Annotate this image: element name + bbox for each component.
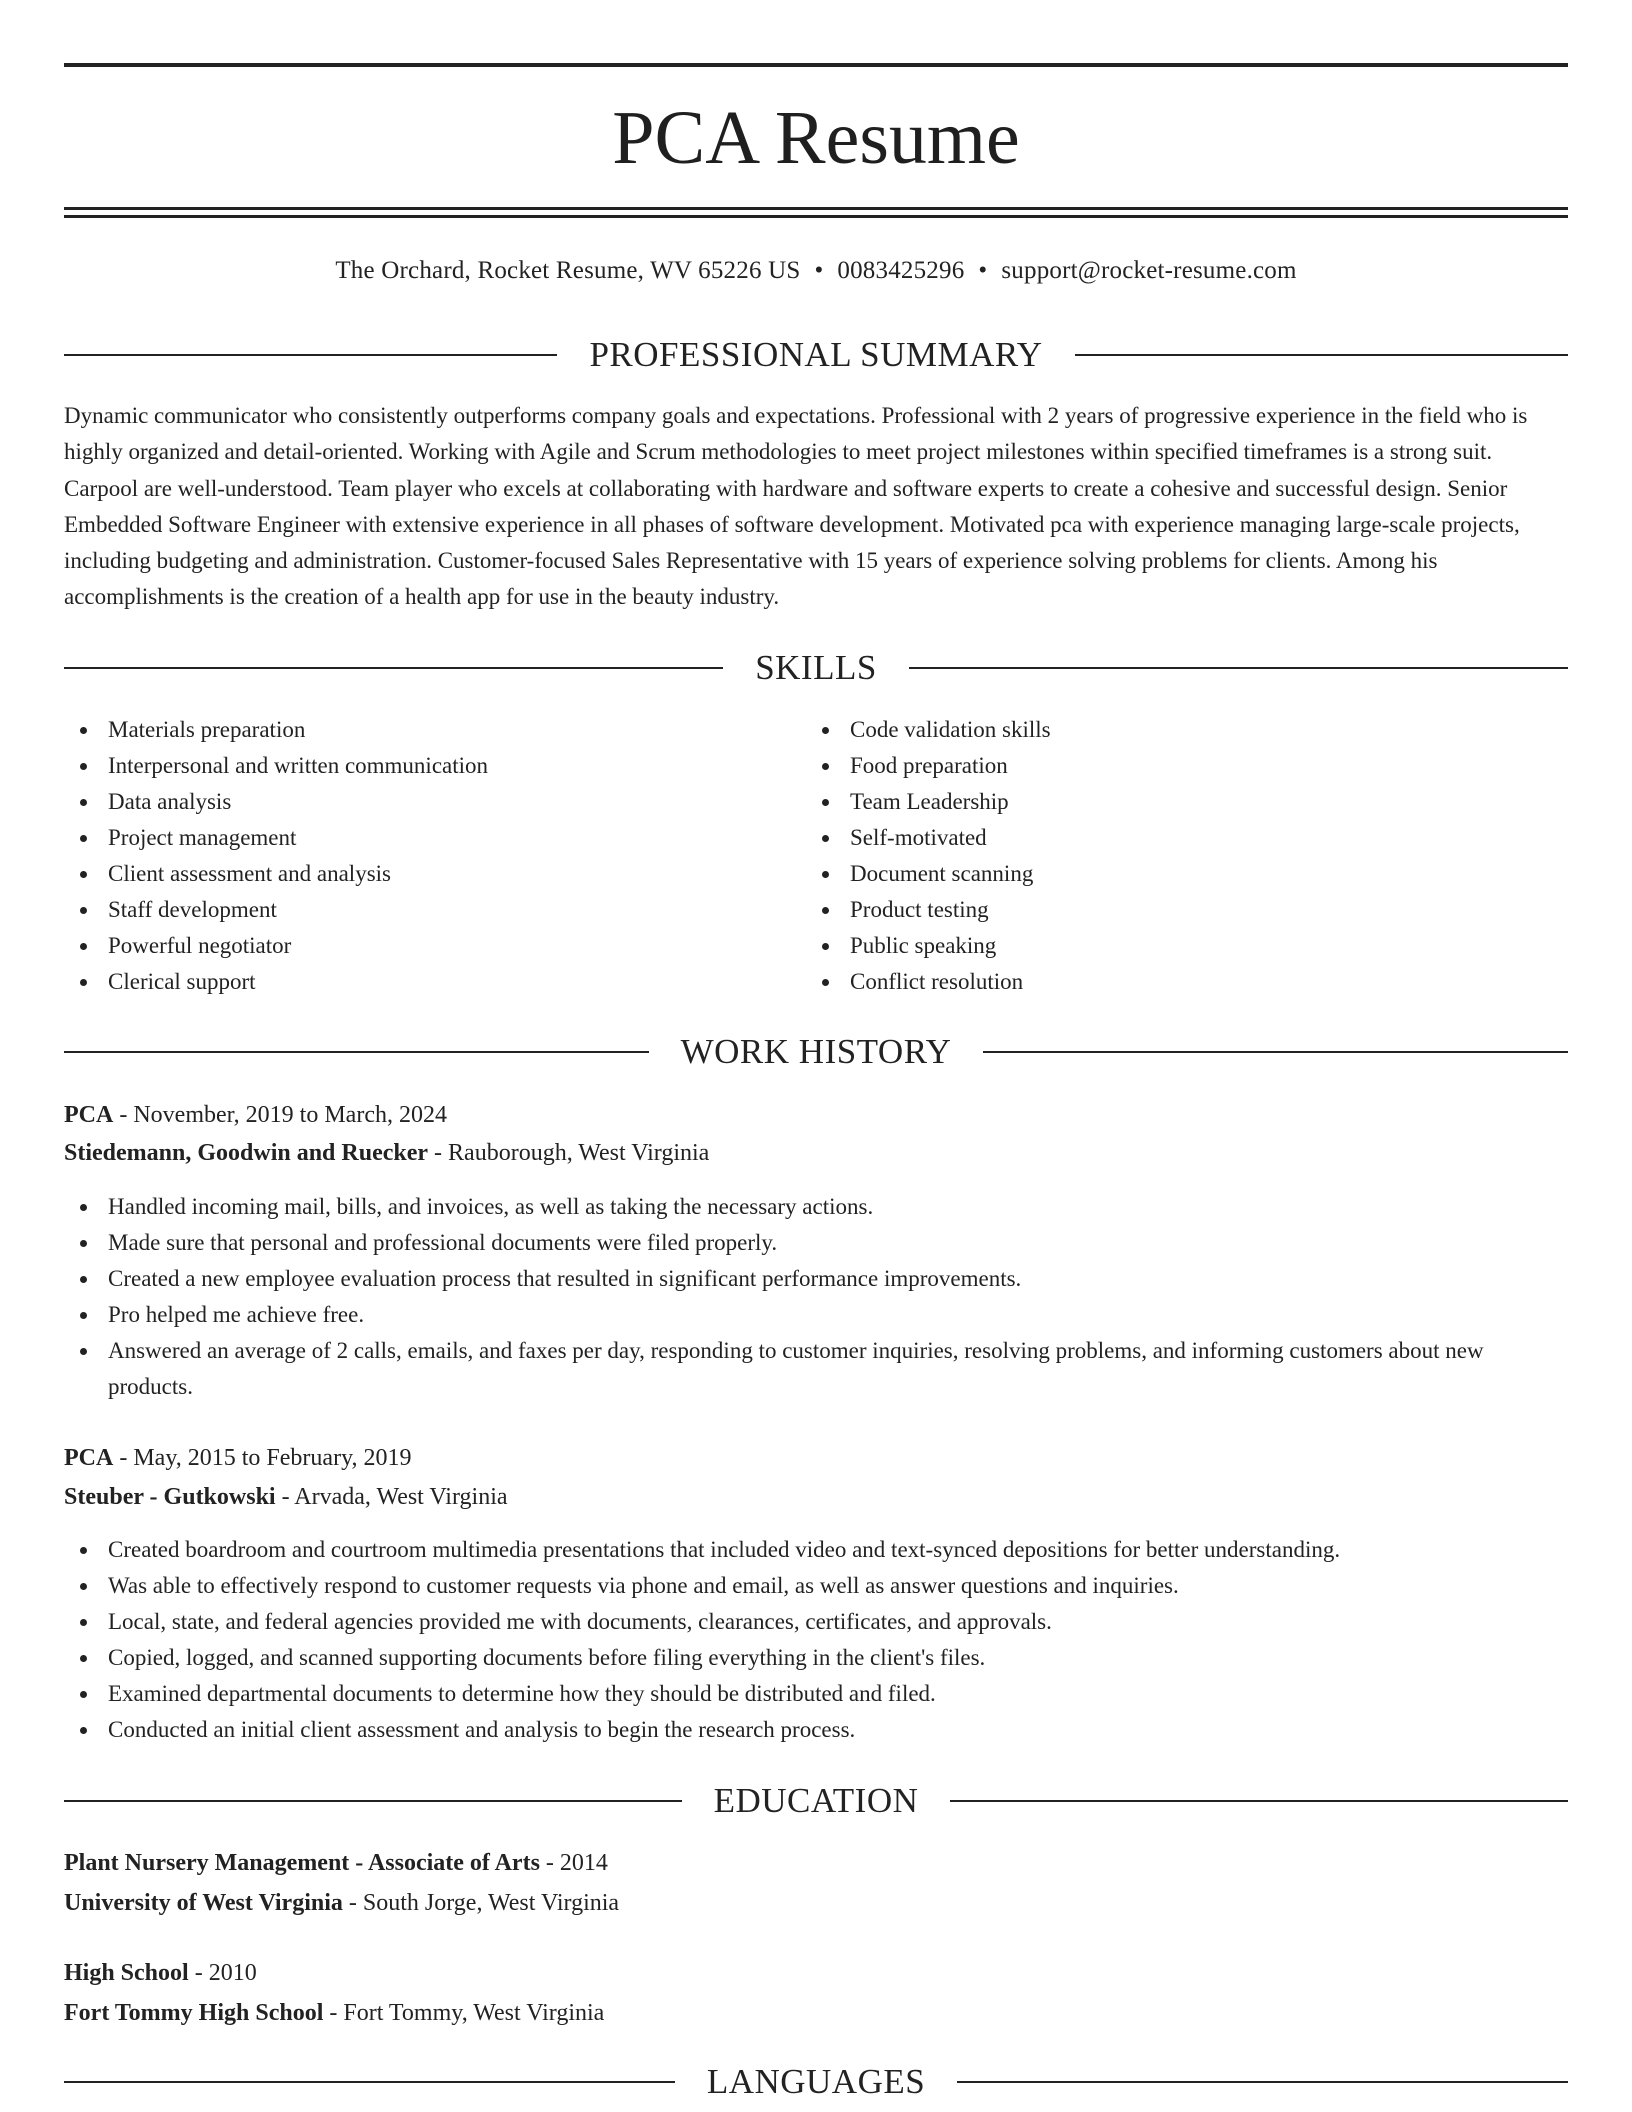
- education-school: University of West Virginia: [64, 1890, 343, 1916]
- skill-item: Team Leadership: [806, 784, 1506, 820]
- skill-item: Staff development: [64, 892, 764, 928]
- job-title-line: [64, 1097, 1568, 1133]
- dash: -: [275, 1484, 295, 1510]
- skill-item: Conflict resolution: [806, 964, 1506, 1000]
- skill-item: Project management: [64, 820, 764, 856]
- education-location: Fort Tommy, West Virginia: [343, 2000, 605, 2026]
- skills-list-right: [806, 712, 1506, 1000]
- skill-item: Code validation skills: [806, 712, 1506, 748]
- section-header-education: [64, 1779, 1568, 1823]
- job-bullet: Answered an average of 2 calls, emails, and faxes per day, responding to customer inquiries, resolving problems, and informing customers about new products.: [64, 1333, 1568, 1405]
- job-bullet: Created a new employee evaluation process that resulted in significant performance improvements.: [64, 1261, 1568, 1297]
- job-company-line: [64, 1135, 1568, 1171]
- job-bullet: Made sure that personal and professional documents were filed properly.: [64, 1225, 1568, 1261]
- job-bullet: Local, state, and federal agencies provided me with documents, clearances, certificates, and approvals.: [64, 1604, 1568, 1640]
- job-location: Rauborough, West Virginia: [448, 1140, 710, 1166]
- skills-list-left: [64, 712, 764, 1000]
- section-rule: [64, 1051, 649, 1053]
- job-bullet: Conducted an initial client assessment and analysis to begin the research process.: [64, 1712, 1568, 1748]
- education-school: Fort Tommy High School: [64, 2000, 324, 2026]
- section-header-work: [64, 1030, 1568, 1074]
- dash: -: [539, 1850, 560, 1876]
- contact-separator: •: [814, 257, 824, 284]
- summary-text: Dynamic communicator who consistently outperforms company goals and expectations. Professional with 2 years of progressive experience in the field who is highly organized and detail-oriented. Working with Agile and Scrum methodologies to meet project milestones within specified timeframes is a strong suit. Carpool are well-understood. Team player who excels at collaborating with hardware and software experts to create a cohesive and successful design. Senior Embedded Software Engineer with extensive experience in all phases of software development. Motivated pca with experience managing large-scale projects, including budgeting and administration. Customer-focused Sales Representative with 15 years of experience solving problems for clients. Among his accomplishments is the creation of a health app for use in the beauty industry.: [64, 403, 1528, 610]
- top-rule: [64, 63, 1568, 67]
- job-location: Arvada, West Virginia: [294, 1484, 508, 1510]
- section-rule: [909, 667, 1568, 669]
- job-bullet: Was able to effectively respond to customer requests via phone and email, as well as answer questions and inquiries.: [64, 1568, 1568, 1604]
- education-degree: High School: [64, 1960, 189, 1986]
- dash: -: [113, 1445, 134, 1471]
- section-rule: [1075, 354, 1568, 356]
- dash: -: [428, 1140, 449, 1166]
- job-company: Stiedemann, Goodwin and Ruecker: [64, 1140, 429, 1166]
- skill-item: Product testing: [806, 892, 1506, 928]
- contact-line: [64, 253, 1568, 289]
- education-school-line: [64, 1885, 1568, 1921]
- contact-phone: 0083425296: [837, 257, 965, 284]
- education-school-line: [64, 1995, 1568, 2031]
- job-dates: November, 2019 to March, 2024: [133, 1102, 447, 1128]
- section-rule: [957, 2081, 1568, 2083]
- job-title-line: [64, 1440, 1568, 1476]
- section-rule: [950, 1800, 1568, 1802]
- title-rule-lower: [64, 215, 1568, 218]
- skill-item: Document scanning: [806, 856, 1506, 892]
- contact-email: support@rocket-resume.com: [1001, 257, 1297, 284]
- section-header-summary: [64, 333, 1568, 377]
- education-degree: Plant Nursery Management - Associate of Arts: [64, 1850, 540, 1876]
- skill-item: Self-motivated: [806, 820, 1506, 856]
- section-rule: [64, 667, 723, 669]
- section-title: SKILLS: [755, 648, 877, 687]
- job-bullets: [64, 1532, 1568, 1748]
- section-header-skills: [64, 646, 1568, 690]
- section-rule: [64, 1800, 682, 1802]
- skill-item: Client assessment and analysis: [64, 856, 764, 892]
- section-title: LANGUAGES: [706, 2062, 926, 2101]
- job-bullet: Copied, logged, and scanned supporting documents before filing everything in the client's files.: [64, 1640, 1568, 1676]
- section-rule: [983, 1051, 1568, 1053]
- section-title: WORK HISTORY: [680, 1032, 952, 1071]
- skill-item: Materials preparation: [64, 712, 764, 748]
- job-company-line: [64, 1479, 1568, 1515]
- job-bullets: [64, 1189, 1568, 1405]
- dash: -: [188, 1960, 209, 1986]
- dash: -: [323, 2000, 344, 2026]
- job-company: Steuber - Gutkowski: [64, 1484, 276, 1510]
- job-role: PCA: [64, 1102, 114, 1128]
- education-location: South Jorge, West Virginia: [362, 1890, 620, 1916]
- skill-item: Public speaking: [806, 928, 1506, 964]
- education-degree-line: [64, 1955, 1568, 1991]
- contact-separator: •: [978, 257, 988, 284]
- resume-title: PCA Resume: [612, 96, 1020, 180]
- education-degree-line: [64, 1845, 1568, 1881]
- section-rule: [64, 354, 557, 356]
- section-header-languages: [64, 2060, 1568, 2104]
- job-dates: May, 2015 to February, 2019: [133, 1445, 412, 1471]
- section-rule: [64, 2081, 675, 2083]
- skill-item: Interpersonal and written communication: [64, 748, 764, 784]
- job-bullet: Handled incoming mail, bills, and invoices, as well as taking the necessary actions.: [64, 1189, 1568, 1225]
- job-bullet: Examined departmental documents to determine how they should be distributed and filed.: [64, 1676, 1568, 1712]
- section-title: PROFESSIONAL SUMMARY: [589, 335, 1043, 374]
- dash: -: [342, 1890, 363, 1916]
- job-bullet: Created boardroom and courtroom multimedia presentations that included video and text-synced depositions for better understanding.: [64, 1532, 1568, 1568]
- skill-item: Clerical support: [64, 964, 764, 1000]
- job-role: PCA: [64, 1445, 114, 1471]
- contact-address: The Orchard, Rocket Resume, WV 65226 US: [335, 257, 801, 284]
- section-title: EDUCATION: [713, 1781, 919, 1820]
- skill-item: Data analysis: [64, 784, 764, 820]
- education-year: 2014: [559, 1850, 608, 1876]
- title-rule-upper: [64, 207, 1568, 210]
- job-bullet: Pro helped me achieve free.: [64, 1297, 1568, 1333]
- skill-item: Powerful negotiator: [64, 928, 764, 964]
- skill-item: Food preparation: [806, 748, 1506, 784]
- dash: -: [113, 1102, 134, 1128]
- education-year: 2010: [208, 1960, 257, 1986]
